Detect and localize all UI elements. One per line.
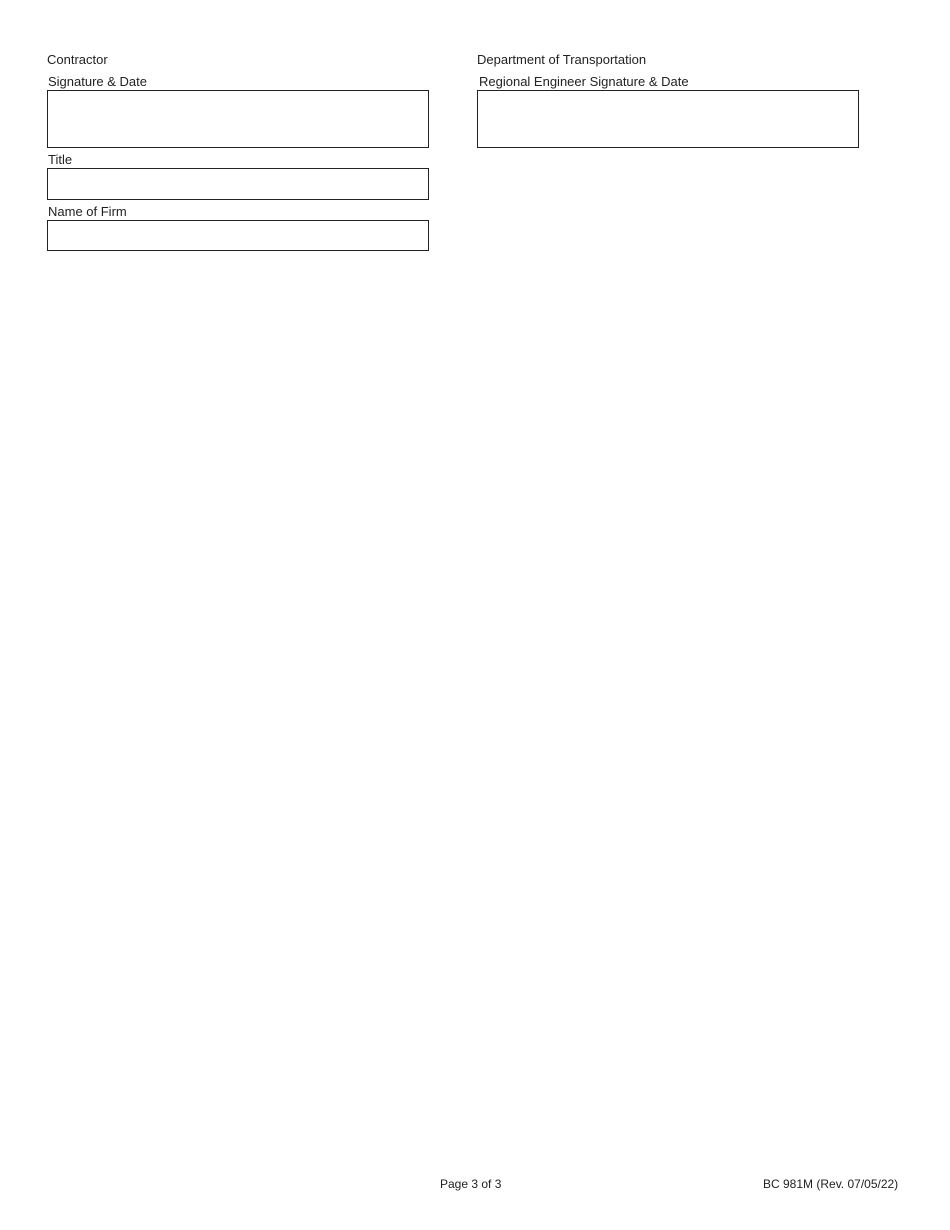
department-heading: Department of Transportation xyxy=(477,52,647,67)
page-number: Page 3 of 3 xyxy=(440,1177,502,1191)
firm-name-label: Name of Firm xyxy=(48,204,127,219)
form-id: BC 981M (Rev. 07/05/22) xyxy=(763,1177,899,1191)
contractor-title-label: Title xyxy=(48,152,73,167)
contractor-signature-label: Signature & Date xyxy=(48,74,148,89)
contractor-title-field[interactable] xyxy=(47,168,429,200)
regional-engineer-signature-field[interactable] xyxy=(477,90,859,148)
contractor-signature-field[interactable] xyxy=(47,90,429,148)
firm-name-field[interactable] xyxy=(47,220,429,251)
contractor-heading: Contractor xyxy=(47,52,108,67)
regional-engineer-signature-label: Regional Engineer Signature & Date xyxy=(479,74,689,89)
